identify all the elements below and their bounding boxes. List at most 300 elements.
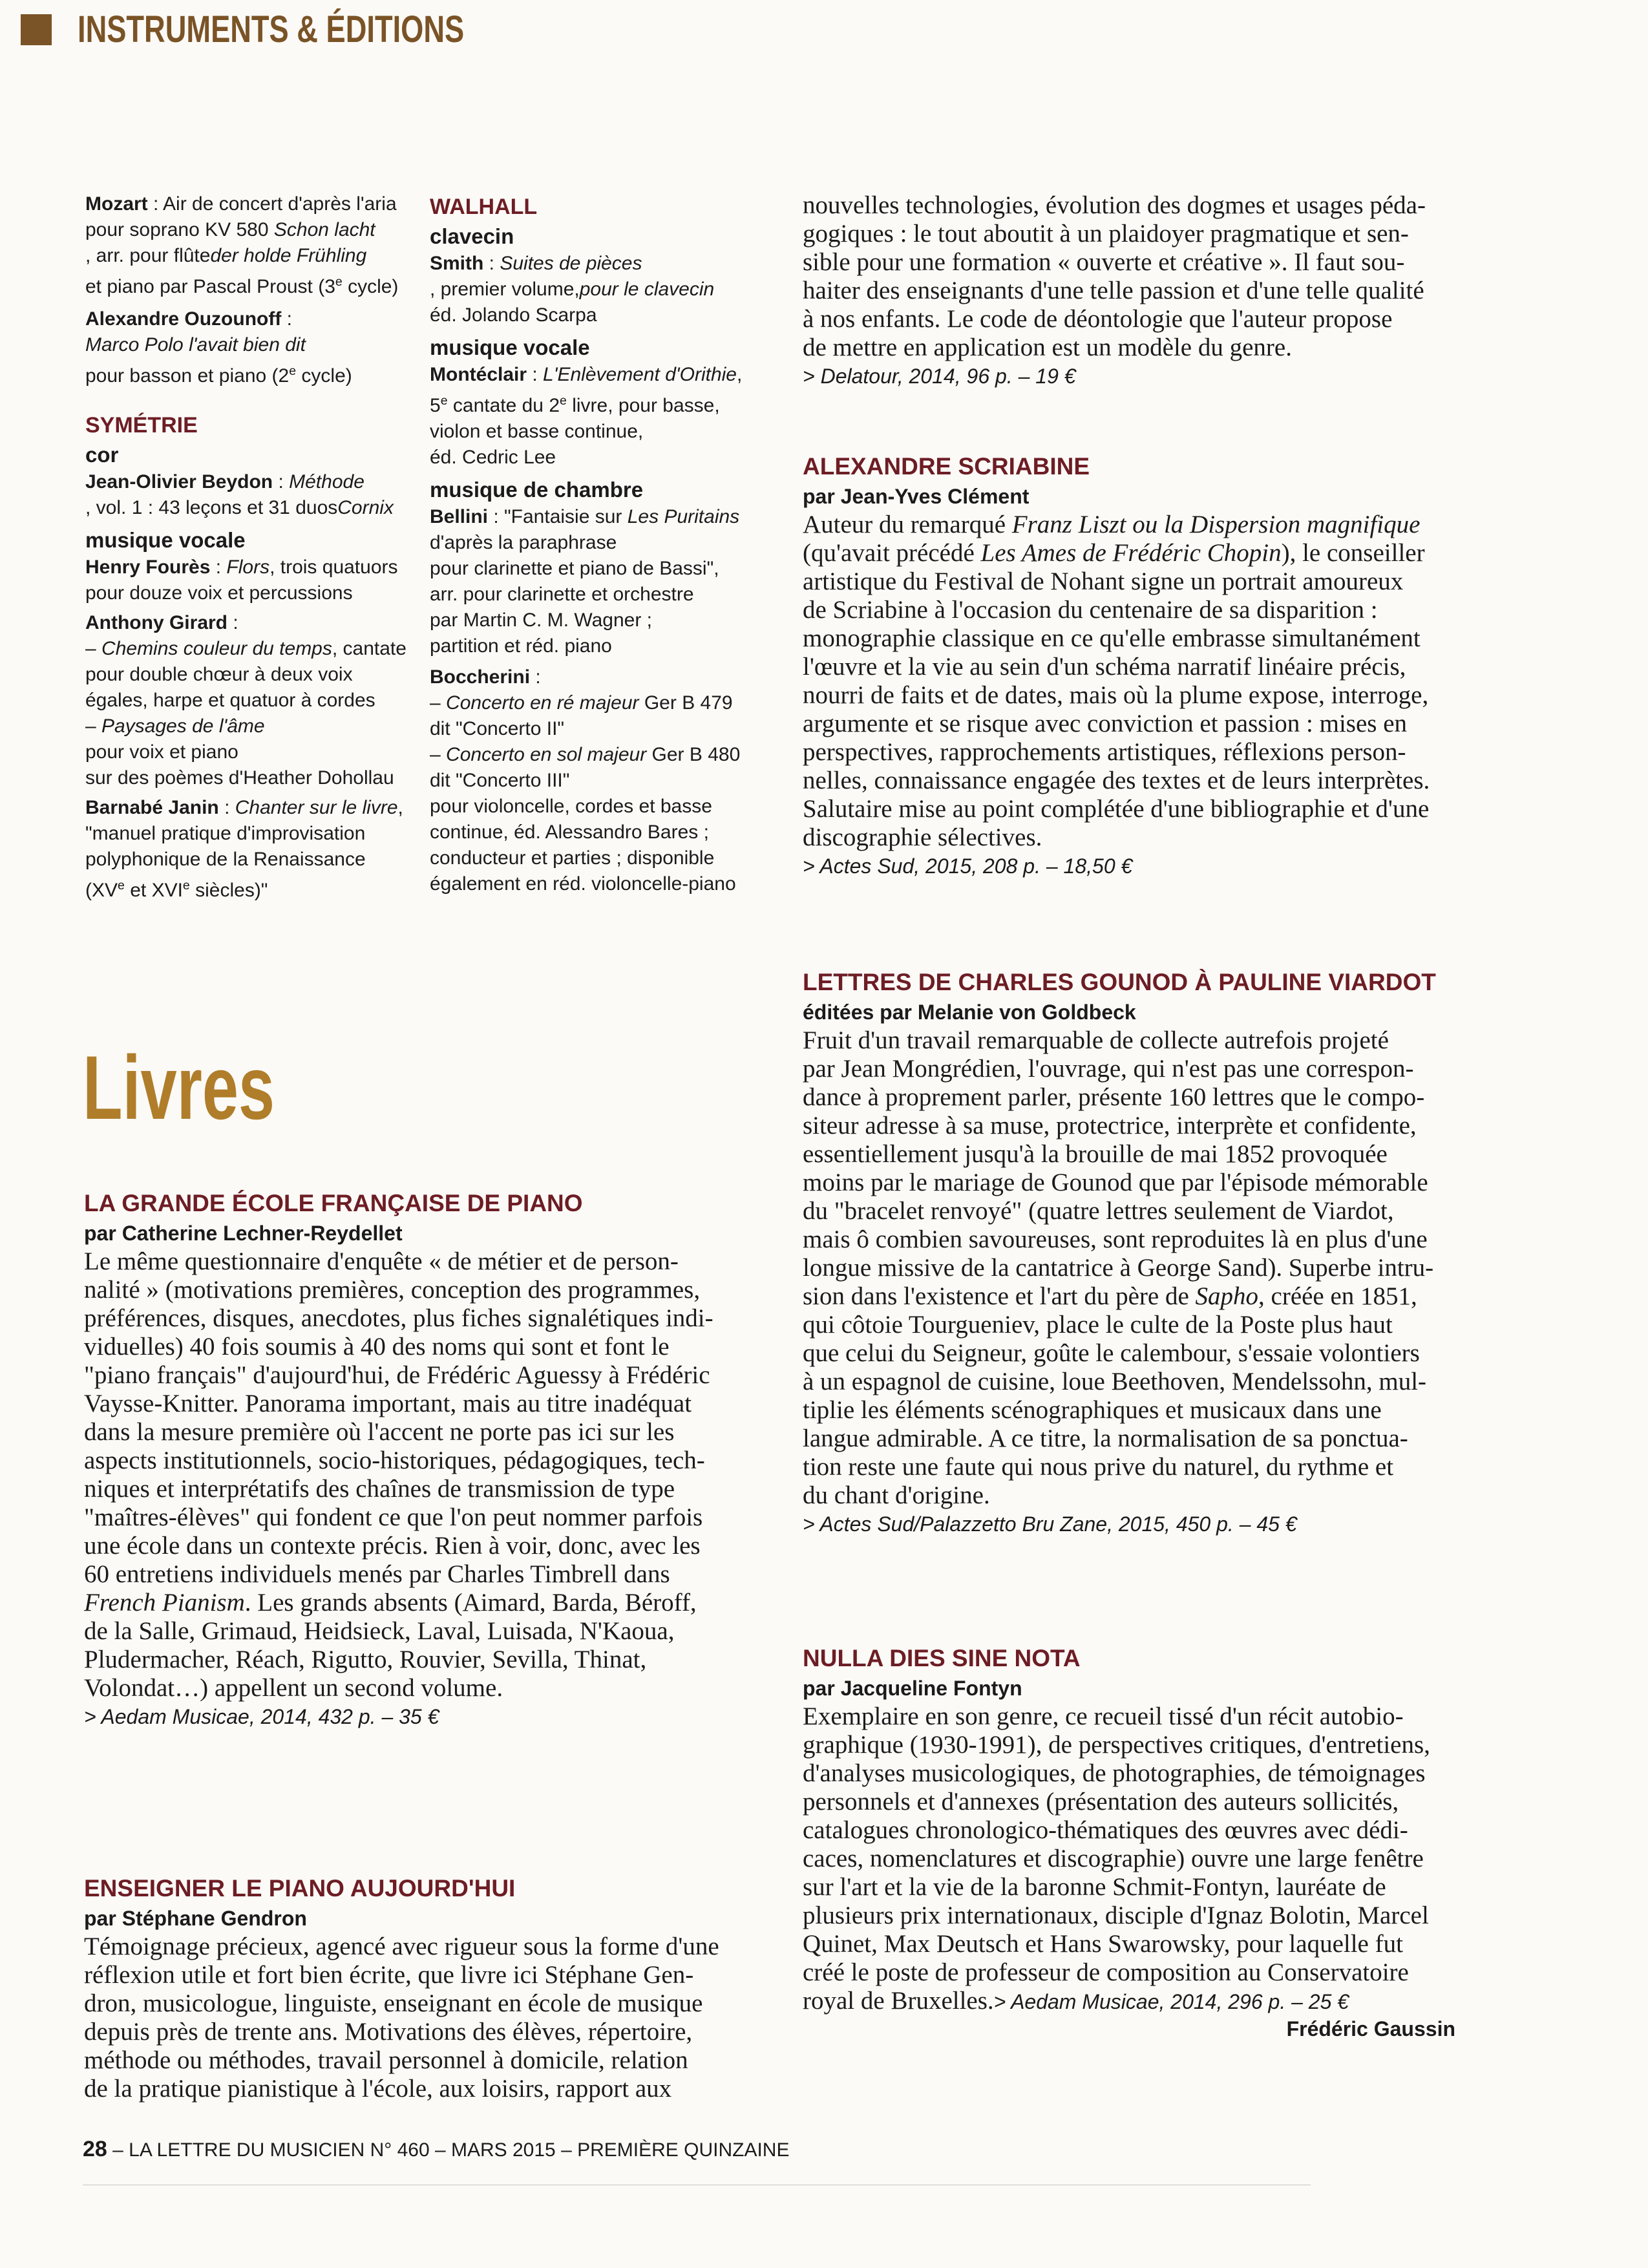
review-line (803, 738, 1462, 767)
review-line (803, 1169, 1462, 1197)
entry-text: polyphonique de la Renaissance (85, 849, 366, 870)
entry-text: également en réd. violoncelle-piano (430, 873, 736, 895)
review-text: "maîtres-élèves" qui fondent ce que l'on peut nommer parfois (84, 1503, 703, 1531)
review-text: 60 entretiens individuels menés par Charles Timbrell dans (84, 1560, 670, 1588)
review-line (803, 191, 1462, 220)
review-title: LETTRES DE CHARLES GOUNOD À PAULINE VIARDOT (803, 969, 1436, 995)
review-line (803, 1339, 1462, 1368)
review-line (803, 795, 1462, 823)
page-footer (83, 2137, 789, 2162)
entry-text: Chanter sur le livre (235, 797, 398, 818)
entry-text: par Martin C. M. Wagner ; (430, 609, 652, 631)
review-line (803, 1453, 1462, 1481)
review-text: tiplie les éléments scénographiques et musicaux dans une (803, 1396, 1382, 1424)
review-line (803, 596, 1462, 624)
entry-line (85, 873, 421, 904)
entry-line (85, 610, 421, 636)
review-line (84, 2075, 743, 2103)
entry-text: livre, pour basse, (566, 395, 720, 416)
review-text: , créée en 1851, (1258, 1282, 1417, 1310)
review-line (803, 1311, 1462, 1339)
entry-line (85, 662, 421, 688)
review-text: artistique du Festival de Nohant signe un portrait amoureux (803, 567, 1404, 595)
review-line (84, 1390, 743, 1418)
review-line (803, 1055, 1462, 1083)
review-line (803, 1702, 1462, 1731)
review-enseigner-piano (84, 1873, 743, 2103)
entry-line (430, 820, 766, 845)
entry-line (430, 871, 766, 897)
entry-line (430, 419, 766, 445)
review-line (803, 220, 1462, 248)
review-body (803, 1702, 1462, 2016)
review-text: royal de Bruxelles. (803, 1987, 994, 2015)
review-text: par Jean Mongrédien, l'ouvrage, qui n'est pas une correspon- (803, 1055, 1414, 1083)
entry-text: der holde Frühling (210, 245, 367, 266)
review-body (84, 1247, 743, 1702)
review-text: dans la mesure première où l'accent ne porte pas ici sur les (84, 1418, 675, 1446)
review-text: sible pour une formation « ouverte et créative ». Il faut sou- (803, 248, 1405, 276)
entry-line (430, 251, 766, 277)
entry-line (430, 582, 766, 608)
entry-line (430, 690, 766, 716)
review-title-ref: Franz Liszt ou la Dispersion magnifique (1011, 511, 1421, 538)
entry-text: "manuel pratique d'improvisation (85, 823, 366, 844)
entry-line (430, 633, 766, 659)
entry-text: , (397, 797, 403, 818)
entry-text: pour violoncelle, cordes et basse (430, 796, 712, 817)
review-text: discographie sélectives. (803, 823, 1042, 851)
entry-line (85, 714, 421, 739)
entry-text: – (85, 715, 102, 737)
review-text: nalité » (motivations premières, conception des programmes, (84, 1276, 701, 1304)
entry-text: pour basson et piano (2 (85, 365, 290, 387)
review-line (84, 1247, 743, 1276)
review-title: NULLA DIES SINE NOTA (803, 1645, 1081, 1671)
review-text: sur l'art et la vie de la baronne Schmit-Fontyn, lauréate de (803, 1873, 1386, 1901)
entry-line (85, 821, 421, 847)
entry-text: , cantate (332, 638, 407, 659)
review-text: haiter des enseignants d'une telle passion et d'une telle qualité (803, 277, 1424, 304)
entry-text: e (182, 878, 190, 893)
review-line (803, 823, 1462, 852)
entry-text: Méthode (289, 471, 364, 493)
entry-text: conducteur et parties ; disponible (430, 847, 715, 869)
review-line (84, 1361, 743, 1390)
review-text: de la Salle, Grimaud, Heidsieck, Laval, Luisada, N'Kaoua, (84, 1617, 675, 1645)
review-enseigner-piano-continued (803, 191, 1462, 390)
review-line (803, 1425, 1462, 1453)
entry-line (85, 555, 421, 580)
review-line (84, 2046, 743, 2075)
entry-text: pour voix et piano (85, 741, 238, 763)
review-line (803, 624, 1462, 653)
publisher-name: SYMÉTRIE (85, 413, 198, 438)
review-author: par Jean-Yves Clément (803, 485, 1030, 508)
entry-line (430, 845, 766, 871)
entry-line (85, 243, 421, 269)
review-line (803, 710, 1462, 738)
entry-text: Ger B 479 (639, 692, 733, 714)
category-heading: musique vocale (430, 335, 590, 359)
entry-line (85, 269, 421, 300)
entry-line (85, 795, 421, 821)
entry-text: Montéclair (430, 364, 527, 385)
entry-text: Ger B 480 (646, 744, 741, 765)
entry-line (430, 362, 766, 388)
spacer (85, 904, 421, 907)
review-text: graphique (1930-1991), de perspectives critiques, d'entretiens, (803, 1731, 1430, 1759)
entry-line (85, 847, 421, 873)
review-line (84, 1933, 743, 1961)
entry-text: éd. Jolando Scarpa (430, 304, 597, 326)
review-body (803, 1026, 1462, 1510)
entry-text: e (440, 394, 448, 408)
review-text: moins par le mariage de Gounod que par l'épisode mémorable (803, 1169, 1428, 1196)
review-text: Volondat…) appellent un second volume. (84, 1674, 503, 1702)
entry-line (85, 580, 421, 606)
review-text: viduelles) 40 fois soumis à 40 des noms qui sont et font le (84, 1333, 670, 1361)
entry-text: Paysages de l'âme (101, 715, 265, 737)
review-text: perspectives, rapprochements artistiques, réflexions person- (803, 738, 1406, 766)
review-text: que celui du Seigneur, goûte le calembour, s'essaie volontiers (803, 1339, 1420, 1367)
entry-text: cantate du 2 (447, 395, 560, 416)
entry-text: violon et basse continue, (430, 421, 644, 442)
entry-text: : (281, 308, 293, 330)
review-text: à nos enfants. Le code de déontologie que l'auteur propose (803, 305, 1393, 333)
review-line (803, 1368, 1462, 1396)
review-text: de la pratique pianistique à l'école, aux loisirs, rapport aux (84, 2075, 672, 2103)
review-line (84, 1674, 743, 1702)
review-body (84, 1933, 743, 2103)
review-body (803, 191, 1462, 362)
entry-text: arr. pour clarinette et orchestre (430, 584, 694, 605)
review-text: argumente et se risque avec conviction et passion : mises en (803, 710, 1408, 737)
review-author: par Stéphane Gendron (84, 1907, 307, 1930)
entry-text: Flors (226, 556, 270, 578)
entry-text: : "Fantaisie sur (488, 506, 628, 527)
entry-line (430, 277, 766, 302)
section-title: INSTRUMENTS & ÉDITIONS (78, 8, 465, 50)
entry-text: e (560, 394, 567, 408)
review-text: qui côtoie Tourgueniev, place le culte de la Poste plus haut (803, 1311, 1393, 1339)
review-line (84, 1304, 743, 1333)
review-text: aspects institutionnels, socio-historiques, pédagogiques, tech- (84, 1447, 705, 1474)
entry-line (85, 217, 421, 243)
entry-text: sur des poèmes d'Heather Dohollau (85, 767, 394, 789)
entry-text: cycle) (296, 365, 352, 387)
entry-text: e (335, 275, 343, 289)
review-line (803, 248, 1462, 277)
review-text: Vaysse-Knitter. Panorama important, mais au titre inadéquat (84, 1390, 692, 1417)
review-text: une école dans un contexte précis. Rien à voir, donc, avec les (84, 1532, 701, 1560)
review-grande-ecole (84, 1188, 743, 1731)
entry-text: 5 (430, 395, 441, 416)
editions-column-middle (430, 191, 766, 897)
category-heading: cor (85, 443, 119, 467)
review-text: dron, musicologue, linguiste, enseignant en école de musique (84, 1989, 703, 2017)
review-text: caces, nomenclatures et discographie) ouvre une large fenêtre (803, 1845, 1424, 1872)
entry-text: Barnabé Janin (85, 797, 219, 818)
review-line (84, 1418, 743, 1447)
entry-text: , vol. 1 : 43 leçons et 31 duos (85, 497, 338, 518)
review-line (84, 1617, 743, 1646)
entry-text: égales, harpe et quatuor à cordes (85, 690, 375, 711)
review-text: Pludermacher, Réach, Rigutto, Rouvier, Sevilla, Thinat, (84, 1646, 647, 1673)
entry-text: Concerto en sol majeur (446, 744, 647, 765)
signature: Frédéric Gaussin (1286, 2017, 1455, 2040)
review-nulla-dies (803, 1643, 1462, 2041)
review-author: par Catherine Lechner-Reydellet (84, 1222, 403, 1245)
entry-text: Bellini (430, 506, 489, 527)
entry-text: Chemins couleur du temps (101, 638, 332, 659)
entry-line (430, 388, 766, 419)
review-text: réflexion utile et fort bien écrite, que livre ici Stéphane Gen- (84, 1961, 694, 1989)
entry-text: pour douze voix et percussions (85, 582, 353, 604)
entry-text: L'Enlèvement d'Orithie (543, 364, 737, 385)
entry-line (85, 306, 421, 332)
entry-text: dit "Concerto II" (430, 718, 565, 739)
review-text: préférences, disques, anecdotes, plus fiches signalétiques indi- (84, 1304, 713, 1332)
review-line (84, 1475, 743, 1503)
entry-text: et piano par Pascal Proust (3 (85, 276, 335, 297)
category-heading: musique de chambre (430, 478, 644, 502)
review-line (803, 1845, 1462, 1873)
review-line (803, 1958, 1462, 1987)
spacer (85, 300, 421, 306)
entry-text: (XV (85, 880, 118, 901)
entry-text: , trois quatuors (269, 556, 398, 578)
entry-text: pour soprano KV 580 (85, 219, 274, 240)
entry-line (430, 716, 766, 742)
review-title: ENSEIGNER LE PIANO AUJOURD'HUI (84, 1875, 516, 1902)
entry-text: e (289, 364, 297, 378)
entry-line (85, 739, 421, 765)
review-text: plusieurs prix internationaux, disciple d'Ignaz Bolotin, Marcel (803, 1902, 1429, 1929)
review-line (803, 1731, 1462, 1759)
entry-line (430, 608, 766, 633)
entry-line (85, 636, 421, 662)
review-text: nouvelles technologies, évolution des dogmes et usages péda- (803, 191, 1426, 219)
category-heading: musique vocale (85, 528, 246, 552)
entry-text: : (227, 612, 238, 633)
entry-text: : (218, 797, 235, 818)
entry-line (85, 469, 421, 495)
entry-text: Concerto en ré majeur (446, 692, 639, 714)
publication-info: > Aedam Musicae, 2014, 432 p. – 35 € (84, 1705, 439, 1728)
entry-line (430, 530, 766, 556)
entry-text: Marco Polo l'avait bien dit (85, 334, 306, 355)
review-text: (qu'avait précédé (803, 539, 981, 567)
entry-line (85, 191, 421, 217)
entry-text: Boccherini (430, 666, 531, 688)
footer-publication: – LA LETTRE DU MUSICIEN N° 460 – MARS 2015 – PREMIÈRE QUINZAINE (107, 2139, 790, 2161)
review-text: nelles, connaissance engagée des textes et de leurs interprètes. (803, 767, 1430, 794)
review-text: dance à proprement parler, présente 160 lettres que le compo- (803, 1083, 1425, 1111)
entry-text: : Air de concert d'après l'aria (147, 193, 397, 215)
entry-text: Henry Fourès (85, 556, 211, 578)
review-line (803, 1987, 1462, 2016)
entry-text: continue, éd. Alessandro Bares ; (430, 821, 709, 843)
section-livres-title: Livres (83, 1037, 275, 1138)
entry-text: Jean-Olivier Beydon (85, 471, 273, 493)
review-line (803, 1816, 1462, 1845)
entry-line (430, 445, 766, 471)
review-line (84, 1961, 743, 1989)
review-text: nourri de faits et de dates, mais où la plume expose, interroge, (803, 681, 1429, 709)
review-text: siteur adresse à sa muse, protectrice, interprète et confidente, (803, 1112, 1417, 1139)
review-line (803, 1083, 1462, 1112)
review-line (803, 277, 1462, 305)
spacer (85, 389, 421, 396)
entry-line (430, 768, 766, 794)
entry-line (430, 302, 766, 328)
review-text: de Scriabine à l'occasion du centenaire de sa disparition : (803, 596, 1378, 624)
entry-text: pour double chœur à deux voix (85, 664, 353, 685)
review-text: monographie classique en ce qu'elle embrasse simultanément (803, 624, 1421, 652)
review-text: "piano français" d'aujourd'hui, de Frédéric Aguessy à Frédéric (84, 1361, 710, 1389)
review-body (803, 511, 1462, 852)
entry-text: Cornix (337, 497, 394, 518)
review-text: essentiellement jusqu'à la brouille de mai 1852 provoquée (803, 1140, 1388, 1168)
review-text: Témoignage précieux, agencé avec rigueur sous la forme d'une (84, 1933, 719, 1960)
review-text: d'analyses musicologiques, de photographies, de témoignages (803, 1759, 1426, 1787)
entry-text: , arr. pour flûte (85, 245, 211, 266)
section-header (21, 8, 573, 51)
entry-line (85, 765, 421, 791)
review-line (803, 1396, 1462, 1425)
review-text: du chant d'origine. (803, 1481, 990, 1509)
entry-line (430, 742, 766, 768)
review-text: méthode ou méthodes, travail personnel à domicile, relation (84, 2046, 688, 2074)
review-line (84, 1503, 743, 1532)
review-text: tion reste une faute qui nous prive du naturel, du rythme et (803, 1453, 1394, 1481)
entry-text: : (527, 364, 544, 385)
entry-text: éd. Cedric Lee (430, 447, 556, 468)
review-line (803, 1282, 1462, 1311)
review-text: créé le poste de professeur de composition au Conservatoire (803, 1958, 1409, 1986)
review-line (803, 1140, 1462, 1169)
review-text: depuis près de trente ans. Motivations des élèves, répertoire, (84, 2018, 693, 2046)
entry-text: cycle) (342, 276, 399, 297)
section-marker-square (21, 14, 52, 45)
entry-text: Smith (430, 253, 484, 274)
publication-info: > Delatour, 2014, 96 p. – 19 € (803, 365, 1076, 388)
entry-text: dit "Concerto III" (430, 770, 570, 791)
review-text: gogiques : le tout aboutit à un plaidoyer pragmatique et sen- (803, 220, 1409, 248)
entry-text: : (483, 253, 500, 274)
review-title-ref: Les Ames de Frédéric Chopin (980, 539, 1282, 567)
entry-text: e (118, 878, 125, 893)
entry-line (430, 794, 766, 820)
review-text: longue missive de la cantatrice à George Sand). Superbe intru- (803, 1254, 1434, 1282)
review-scriabine (803, 451, 1462, 880)
review-author: par Jacqueline Fontyn (803, 1677, 1022, 1700)
entry-text: – (430, 692, 447, 714)
review-line (803, 567, 1462, 596)
page-number: 28 (83, 2137, 107, 2161)
spacer (430, 659, 766, 664)
review-line (84, 1276, 743, 1304)
review-line (803, 1759, 1462, 1788)
review-text: l'œuvre et la vie au sein d'un schéma narratif linéaire précis, (803, 653, 1406, 681)
publication-info: > Actes Sud, 2015, 208 p. – 18,50 € (803, 854, 1133, 878)
entry-text: Anthony Girard (85, 612, 228, 633)
entry-text: Alexandre Ouzounoff (85, 308, 282, 330)
review-line (803, 1788, 1462, 1816)
review-line (803, 767, 1462, 795)
review-line (803, 1481, 1462, 1510)
entry-text: siècles)" (189, 880, 268, 901)
entry-line (430, 664, 766, 690)
review-line (84, 2018, 743, 2046)
entry-text: – (430, 744, 447, 765)
review-text: personnels et d'annexes (présentation des auteurs sollicités, (803, 1788, 1399, 1816)
review-text: . Les grands absents (Aimard, Barda, Béroff, (244, 1589, 697, 1616)
review-line (84, 1589, 743, 1617)
publication-info: > Aedam Musicae, 2014, 296 p. – 25 € (993, 1990, 1349, 2013)
editions-column-left (85, 191, 421, 907)
review-title-ref: French Pianism (84, 1589, 245, 1616)
review-line (803, 1902, 1462, 1930)
entry-line (85, 495, 421, 521)
entry-text: : (210, 556, 227, 578)
review-text: mais ô combien savoureuses, sont reproduites là en plus d'une (803, 1225, 1428, 1253)
entry-line (85, 688, 421, 714)
review-text: Le même questionnaire d'enquête « de métier et de person- (84, 1247, 679, 1275)
entry-text: , (737, 364, 743, 385)
review-text: à un espagnol de cuisine, loue Beethoven, Mendelssohn, mul- (803, 1368, 1427, 1395)
review-line (84, 1447, 743, 1475)
review-line (803, 653, 1462, 681)
review-text: du "bracelet renvoyé" (quatre lettres seulement de Viardot, (803, 1197, 1394, 1225)
entry-text: , premier volume, (430, 279, 580, 300)
category-heading: clavecin (430, 224, 514, 248)
review-line (84, 1989, 743, 2018)
review-text: niques et interprétatifs des chaînes de transmission de type (84, 1475, 675, 1503)
review-line (84, 1646, 743, 1674)
entry-text: pour le clavecin (579, 279, 715, 300)
review-text: sion dans l'existence et l'art du père de (803, 1282, 1196, 1310)
review-line (803, 1026, 1462, 1055)
review-text: Fruit d'un travail remarquable de collecte autrefois projeté (803, 1026, 1389, 1054)
entry-text: Schon lacht (273, 219, 375, 240)
review-line (803, 334, 1462, 362)
entry-text: pour clarinette et piano de Bassi", (430, 558, 719, 579)
review-line (803, 539, 1462, 567)
review-text: Auteur du remarqué (803, 511, 1012, 538)
publisher-name: WALHALL (430, 195, 538, 219)
review-text: Salutaire mise au point complétée d'une bibliographie et d'une (803, 795, 1430, 823)
review-text: de mettre en application est un modèle du genre. (803, 334, 1292, 361)
entry-text: : (273, 471, 290, 493)
review-line (803, 1225, 1462, 1254)
review-line (803, 1112, 1462, 1140)
entry-text: partition et réd. piano (430, 635, 612, 657)
entry-line (430, 556, 766, 582)
review-line (84, 1532, 743, 1560)
review-line (803, 1930, 1462, 1958)
entry-text: : (530, 666, 541, 688)
review-line (803, 305, 1462, 334)
entry-text: d'après la paraphrase (430, 532, 617, 553)
entry-text: Les Puritains (627, 506, 740, 527)
entry-text: Mozart (85, 193, 148, 215)
entry-text: – (85, 638, 102, 659)
entry-text: Suites de pièces (500, 253, 642, 274)
entry-text: et XVI (124, 880, 183, 901)
review-line (84, 1333, 743, 1361)
